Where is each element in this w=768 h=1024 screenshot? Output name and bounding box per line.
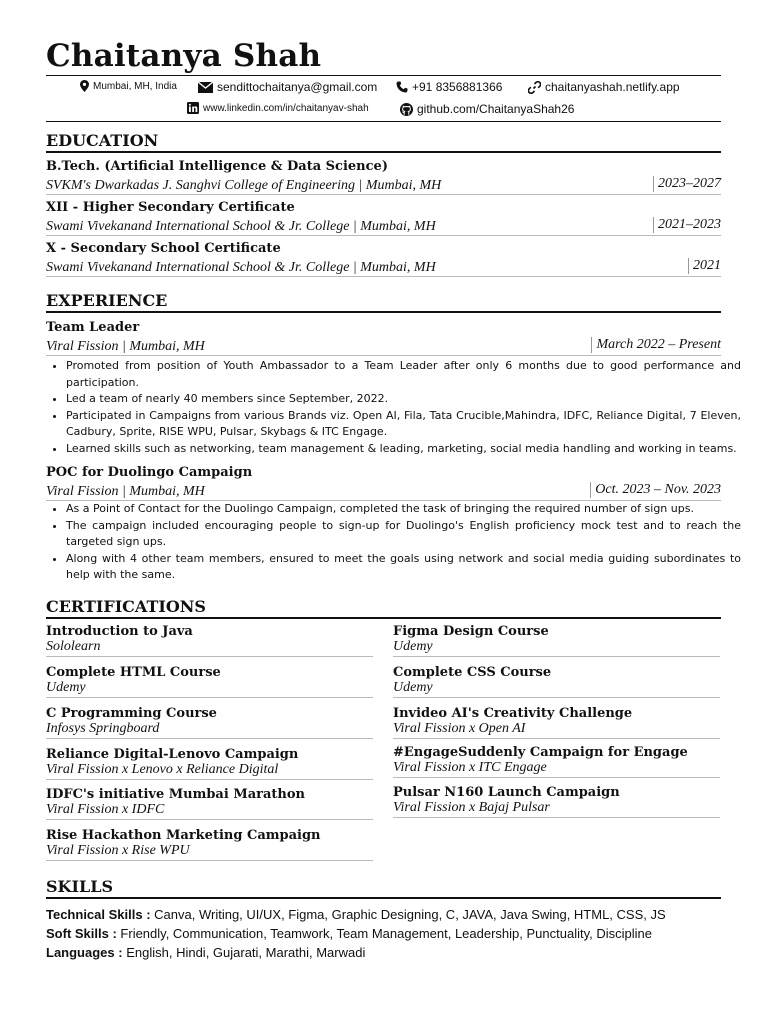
certification-title: C Programming Course [46,706,217,721]
experience-heading: EXPERIENCE [46,291,721,313]
education-school: Swami Vivekanand International School & Jr. College | Mumbai, MH [46,260,436,275]
skills-heading: SKILLS [46,877,721,899]
experience-item [46,320,721,335]
certification-issuer: Viral Fission x Lenovo x Reliance Digital [46,762,373,780]
education-degree: B.Tech. (Artificial Intelligence & Data Science) [46,159,388,174]
soft-skills [46,926,652,941]
experience-item [46,465,721,480]
header-divider-bottom [46,121,721,122]
certification-item [393,624,720,657]
certification-issuer: Sololearn [46,639,373,657]
education-school: SVKM's Dwarkadas J. Sanghvi College of Engineering | Mumbai, MH [46,178,442,193]
phone-contact[interactable] [396,80,502,94]
linkedin-contact[interactable] [187,102,369,114]
languages-value: English, Hindi, Gujarati, Marathi, Marwadi [126,945,366,960]
github-contact[interactable] [400,102,574,116]
education-date: 2023–2027 [653,176,721,192]
location-text: Mumbai, MH, India [93,80,177,92]
linkedin-text[interactable]: www.linkedin.com/in/chaitanyav-shah [203,102,369,114]
certification-issuer: Udemy [46,680,373,698]
certification-item [46,787,373,820]
education-item [46,159,721,174]
experience-org: Viral Fission | Mumbai, MH [46,484,205,499]
location-contact [80,80,177,92]
certification-title: Introduction to Java [46,624,193,639]
certification-item [46,706,373,739]
education-degree: XII - Higher Secondary Certificate [46,200,295,215]
experience-org: Viral Fission | Mumbai, MH [46,339,205,354]
certification-title: Complete CSS Course [393,665,552,680]
education-degree: X - Secondary School Certificate [46,241,281,256]
certification-title: Reliance Digital-Lenovo Campaign [46,747,299,762]
education-date: 2021 [688,258,721,274]
certification-item [46,665,373,698]
experience-date: Oct. 2023 – Nov. 2023 [590,482,721,498]
list-item: • The campaign included encouraging people to sign-up for Duolingo's English proficiency mock test and to reach the targeted sign ups. [66,518,741,551]
certification-item [393,706,720,739]
linkedin-icon [187,102,199,114]
email-contact[interactable] [198,80,377,94]
website-contact[interactable] [528,80,680,94]
certification-issuer: Viral Fission x ITC Engage [393,760,720,778]
list-item: • Along with 4 other team members, ensured to meet the goals using network and social media guiding subordinates to help with the same. [66,551,741,584]
experience-role: Team Leader [46,320,140,335]
experience-subline [46,337,721,356]
languages [46,945,365,960]
certification-title: Invideo AI's Creativity Challenge [393,706,633,721]
github-icon [400,103,413,116]
certifications-heading: CERTIFICATIONS [46,597,721,619]
certification-title: Figma Design Course [393,624,549,639]
certification-issuer: Udemy [393,639,720,657]
experience-subline [46,482,721,501]
education-date: 2021–2023 [653,217,721,233]
certification-item [393,745,720,778]
certification-title: Pulsar N160 Launch Campaign [393,785,620,800]
map-pin-icon [80,80,89,92]
email-text[interactable]: sendittochaitanya@gmail.com [217,80,378,94]
education-school: Swami Vivekanand International School & Jr. College | Mumbai, MH [46,219,436,234]
certification-item [393,785,720,818]
experience-role: POC for Duolingo Campaign [46,465,253,480]
education-heading: EDUCATION [46,131,721,153]
experience-bullets [46,501,741,584]
education-item [46,241,721,256]
envelope-icon [198,82,213,93]
experience-date: March 2022 – Present [591,337,721,353]
certification-issuer: Viral Fission x Open AI [393,721,720,739]
certification-issuer: Viral Fission x IDFC [46,802,373,820]
certification-title: Complete HTML Course [46,665,221,680]
header-divider [46,75,721,76]
education-subline [46,258,721,277]
technical-skills-label: Technical Skills : [46,907,151,922]
resume-name: Chaitanya Shah [46,38,322,74]
certification-title: #EngageSuddenly Campaign for Engage [393,745,688,760]
education-item [46,200,721,215]
website-text[interactable]: chaitanyashah.netlify.app [545,80,680,94]
certification-issuer: Udemy [393,680,720,698]
certification-title: Rise Hackathon Marketing Campaign [46,828,321,843]
languages-label: Languages : [46,945,123,960]
certification-issuer: Viral Fission x Rise WPU [46,843,373,861]
certification-item [393,665,720,698]
technical-skills-value: Canva, Writing, UI/UX, Figma, Graphic Designing, C, JAVA, Java Swing, HTML, CSS, JS [154,907,666,922]
certification-item [46,828,373,861]
education-subline [46,217,721,236]
link-icon [528,81,541,94]
technical-skills [46,907,666,922]
list-item: • Promoted from position of Youth Ambassador to a Team Leader after only 6 months due to good performance and participation. [66,358,741,391]
experience-bullets [46,358,741,457]
certification-item [46,747,373,780]
phone-text[interactable]: +91 8356881366 [412,80,503,94]
list-item: • Learned skills such as networking, team management & leading, marketing, social media handling and working in teams. [66,441,741,458]
phone-icon [396,81,408,93]
certification-issuer: Infosys Springboard [46,721,373,739]
list-item: • Led a team of nearly 40 members since September, 2022. [66,391,741,408]
certification-issuer: Viral Fission x Bajaj Pulsar [393,800,720,818]
certification-title: IDFC's initiative Mumbai Marathon [46,787,305,802]
soft-skills-value: Friendly, Communication, Teamwork, Team Management, Leadership, Punctuality, Discipline [120,926,652,941]
list-item: • As a Point of Contact for the Duolingo Campaign, completed the task of bringing the required number of sign ups. [66,501,741,518]
certification-item [46,624,373,657]
soft-skills-label: Soft Skills : [46,926,117,941]
github-text[interactable]: github.com/ChaitanyaShah26 [417,102,575,116]
list-item: • Participated in Campaigns from various Brands viz. Open AI, Fila, Tata Crucible,Mahindra, IDFC, Reliance Digital, 7 Eleven, Cadbury, Sprite, RISE WPU, Pulsar, Skybags & ITC Engage. [66,408,741,441]
education-subline [46,176,721,195]
